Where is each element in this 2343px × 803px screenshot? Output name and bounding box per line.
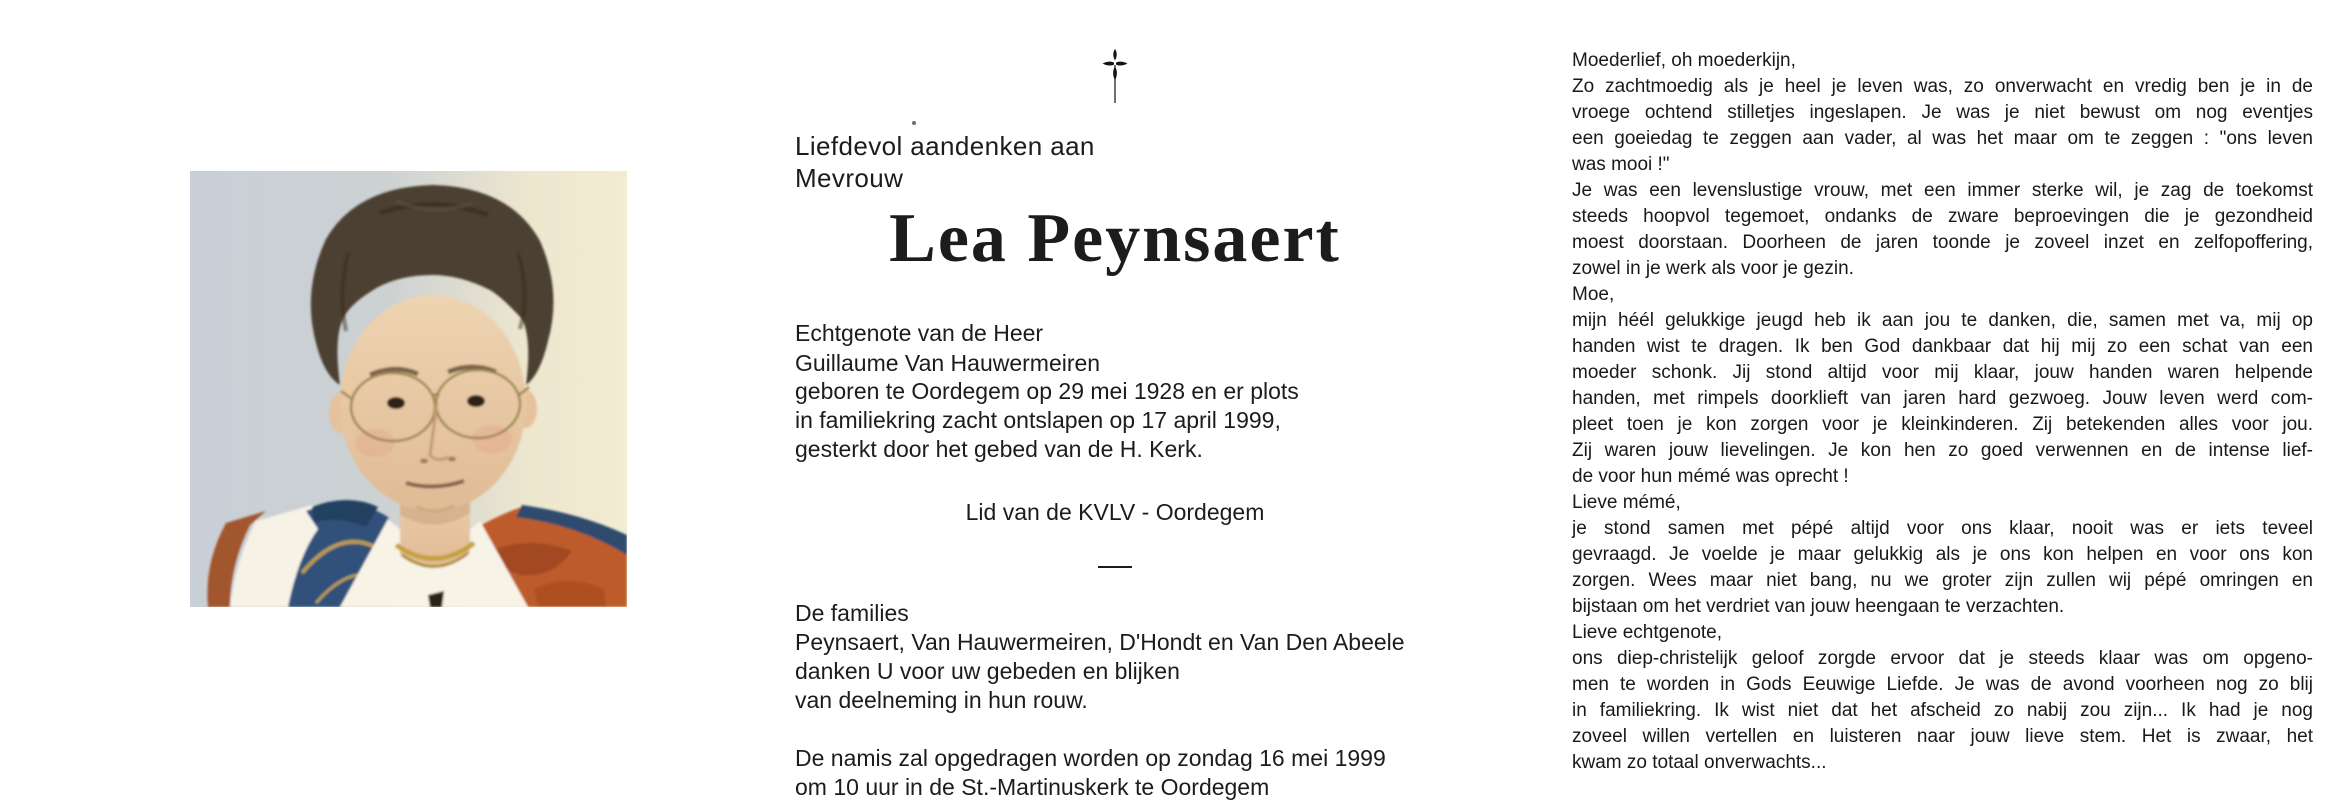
- birth-death-lines: [795, 377, 1435, 464]
- memorial-text-line: mijn héél gelukkige jeugd heb ik aan jou te danken, die, samen met va, mij op: [1572, 310, 2313, 331]
- memorial-text-line: in familiekring. Ik wist niet dat het afscheid zo nabij zou zijn... Ik had je nog: [1572, 700, 2313, 721]
- face: [340, 295, 526, 511]
- nostril-right: [448, 457, 456, 462]
- intro-line: Mevrouw: [795, 163, 904, 193]
- memorial-text-line: zowel in je werk als voor je gezin.: [1572, 258, 1854, 279]
- mass-line: om 10 uur in de St.-Martinuskerk te Oordegem: [795, 774, 1270, 800]
- memorial-text-line: Zo zachtmoedig als je heel je leven was, zo onverwacht en vredig ben je in de: [1572, 76, 2313, 97]
- spouse-line: Guillaume Van Hauwermeiren: [795, 350, 1101, 376]
- scan-speck: [912, 121, 916, 125]
- families-line: Peynsaert, Van Hauwermeiren, D'Hondt en Van Den Abeele: [795, 629, 1405, 655]
- memorial-text-line: Moe,: [1572, 284, 1615, 305]
- eye-right: [467, 395, 485, 407]
- memorial-text-line: zorgen. Wees maar niet bang, nu we groter zijn zullen wij pépé omringen en: [1572, 570, 2313, 591]
- membership-line: Lid van de KVLV - Oordegem: [965, 499, 1265, 525]
- mass-line: De namis zal opgedragen worden op zondag 16 mei 1999: [795, 745, 1386, 771]
- memorial-text-line: Moederlief, oh moederkijn,: [1572, 50, 1796, 71]
- memorial-text-line: Lieve echtgenote,: [1572, 622, 1723, 643]
- families-line: De families: [795, 600, 909, 626]
- families-line: danken U voor uw gebeden en blijken: [795, 658, 1180, 684]
- spouse-lines: [795, 318, 1435, 378]
- memorial-text-line: steeds hoopvol tegemoet, ondanks de zware beproevingen die je gezondheid: [1572, 206, 2313, 227]
- families-lines: [795, 599, 1435, 715]
- memorial-text-line: was mooi !": [1572, 154, 1670, 175]
- mass-announcement-lines: [795, 744, 1435, 802]
- memorial-text-line: zoveel willen vertellen en luisteren naar jouw lieve stem. Het is zwaar, het: [1572, 726, 2313, 747]
- intro-line: Liefdevol aandenken aan: [795, 131, 1095, 161]
- memorial-text-line: een goeiedag te zeggen aan vader, al was het maar om te zeggen : "ons leven: [1572, 128, 2313, 149]
- memorial-panel: [795, 0, 1435, 803]
- memorial-text-line: je stond samen met pépé altijd voor ons klaar, nooit was er iets teveel: [1572, 518, 2313, 539]
- memorial-text-line: vroege ochtend stilletjes ingeslapen. Je was je niet bewust om nog eventjes: [1572, 102, 2313, 123]
- memorial-text-line: Zij waren jouw lievelingen. Je kon hen zo goed verwennen en de intense lief-: [1572, 440, 2313, 461]
- cheek-left: [355, 429, 395, 457]
- memorial-text-line: moeder schonk. Jij stond altijd voor mij klaar, jouw handen waren helpende: [1572, 362, 2313, 383]
- memorial-text-panel: [1572, 48, 2313, 776]
- memorial-text-line: de voor hun mémé was oprecht !: [1572, 466, 1849, 487]
- memorial-text-line: Je was een levenslustige vrouw, met een immer sterke wil, je zag de toekomst: [1572, 180, 2313, 201]
- cross-icon: [1102, 49, 1128, 103]
- memorial-text-line: pleet toen je kon zorgen voor je kleinkinderen. Zij betekenden alles voor jou.: [1572, 414, 2313, 435]
- families-line: van deelneming in hun rouw.: [795, 687, 1088, 713]
- nostril-left: [420, 459, 428, 464]
- portrait-illustration: [190, 171, 627, 607]
- memorial-text-line: Lieve mémé,: [1572, 492, 1681, 513]
- memorial-text-line: men te worden in Gods Eeuwige Liefde. Je was de avond voorheen nog zo blij: [1572, 674, 2313, 695]
- memorial-text-line: moest doorstaan. Doorheen de jaren toonde je zoveel inzet en zelfopoffering,: [1572, 232, 2313, 253]
- divider-rule: [1098, 566, 1132, 568]
- memorial-text-line: handen, met rimpels doorklieft van jaren hard gezwoeg. Jouw leven werd com-: [1572, 388, 2313, 409]
- memorial-text-line: handen wist te dragen. Ik ben God dankbaar dat hij mij zo een schat van een: [1572, 336, 2313, 357]
- birth-death-line: gesterkt door het gebed van de H. Kerk.: [795, 436, 1203, 462]
- memorial-text-line: gevraagd. Je voelde je maar gelukkig als je ons kon helpen en voor ons kon: [1572, 544, 2313, 565]
- memorial-text-line: ons diep-christelijk geloof zorgde ervoor dat je steeds klaar was om opgeno-: [1572, 648, 2313, 669]
- intro-lines: [795, 130, 1435, 194]
- birth-death-line: geboren te Oordegem op 29 mei 1928 en er plots: [795, 378, 1299, 404]
- spouse-line: Echtgenote van de Heer: [795, 320, 1044, 346]
- birth-death-line: in familiekring zacht ontslapen op 17 april 1999,: [795, 407, 1281, 433]
- deceased-name: Lea Peynsaert: [889, 200, 1341, 277]
- eye-left: [387, 397, 405, 409]
- memorial-text-line: bijstaan om het verdriet van jouw heengaan te verzachten.: [1572, 596, 2065, 617]
- memorial-text-line: kwam zo totaal onverwachts...: [1572, 752, 1827, 773]
- portrait-photo: [190, 171, 627, 607]
